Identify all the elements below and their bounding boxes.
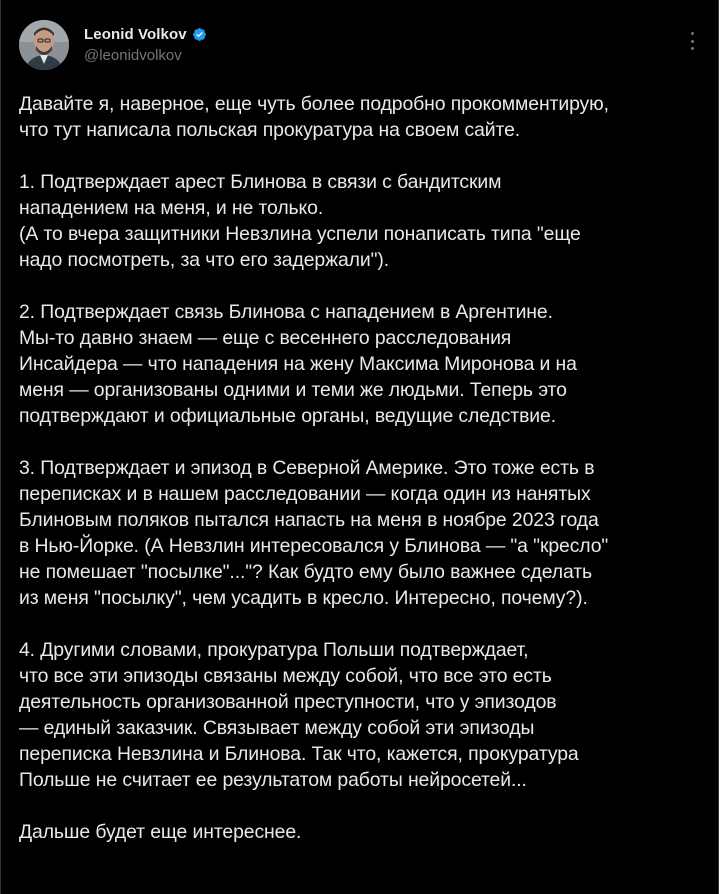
tweet-text-line: Дальше будет еще интереснее. xyxy=(19,821,302,843)
handle[interactable]: @leonidvolkov xyxy=(84,47,182,64)
tweet-text-line: меня — организованы одними и теми же людьми. Теперь это xyxy=(19,379,567,401)
tweet-text-line: что все эти эпизоды связаны между собой, что все это есть xyxy=(19,665,552,687)
tweet-text-line: деятельность организованной преступности, что у эпизодов xyxy=(19,691,557,713)
tweet-text-line: 3. Подтверждает и эпизод в Северной Америке. Это тоже есть в xyxy=(19,457,595,479)
tweet-text-line: Инсайдера — что нападения на жену Максима Миронова и на xyxy=(19,353,577,375)
paragraph-spacer xyxy=(19,273,709,299)
paragraph-spacer xyxy=(19,143,709,169)
author-names xyxy=(84,24,207,64)
tweet-text-line: Мы-то давно знаем — еще с весеннего расследования xyxy=(19,327,512,349)
profile-photo xyxy=(19,20,69,70)
tweet-text-line: в Нью-Йорке. (А Невзлин интересовался у Блинова — "а "кресло" xyxy=(19,535,609,557)
tweet-text-line: переписках и в нашем расследовании — когда один из нанятых xyxy=(19,483,591,505)
tweet-text-line: — единый заказчик. Связывает между собой эти эпизоды xyxy=(19,717,535,739)
tweet-text-line: Польше не считает ее результатом работы нейросетей... xyxy=(19,769,527,791)
tweet-paragraph xyxy=(19,169,709,273)
tweet-text-line: нападением на меня, и не только. xyxy=(19,197,324,219)
paragraph-spacer xyxy=(19,429,709,455)
tweet-paragraph xyxy=(19,819,709,845)
more-dot xyxy=(691,40,694,43)
tweet-text-line: 1. Подтверждает арест Блинова в связи с бандитским xyxy=(19,171,502,193)
tweet-text-line: надо посмотреть, за что его задержали"). xyxy=(19,249,389,271)
more-dot xyxy=(691,32,694,35)
tweet-text-line: 4. Другими словами, прокуратура Польши подтверждает, xyxy=(19,639,529,661)
tweet-text-line: 2. Подтверждает связь Блинова с нападением в Аргентине. xyxy=(19,301,553,323)
avatar[interactable] xyxy=(19,20,69,70)
tweet-text-line: (А то вчера защитники Невзлина успели понаписать типа "еще xyxy=(19,223,581,245)
tweet-text-line: Блиновым поляков пытался напасть на меня в ноябре 2023 года xyxy=(19,509,599,531)
verified-badge-icon xyxy=(192,27,207,42)
tweet-text-line: переписка Невзлина и Блинова. Так что, кажется, прокуратура xyxy=(19,743,579,765)
tweet-text-line: не помешает "посылке"..."? Как будто ему было важнее сделать xyxy=(19,561,593,583)
tweet-text-line: что тут написала польская прокуратура на своем сайте. xyxy=(19,119,521,141)
tweet-text-line: Давайте я, наверное, еще чуть более подробно прокомментирую, xyxy=(19,93,609,115)
paragraph-spacer xyxy=(19,611,709,637)
more-dot xyxy=(691,47,694,50)
display-name-row xyxy=(84,24,207,44)
display-name[interactable]: Leonid Volkov xyxy=(84,25,187,43)
tweet-text-line: из меня "посылку", чем усадить в кресло. Интересно, почему?). xyxy=(19,587,588,609)
tweet-paragraph xyxy=(19,299,709,429)
more-options-icon[interactable] xyxy=(686,30,698,52)
paragraph-spacer xyxy=(19,793,709,819)
tweet-paragraph xyxy=(19,455,709,611)
tweet-text xyxy=(19,91,709,845)
tweet-paragraph xyxy=(19,637,709,793)
tweet-paragraph xyxy=(19,91,709,143)
tweet-header xyxy=(19,20,704,76)
tweet-text-line: подтверждают и официальные органы, ведущие следствие. xyxy=(19,405,556,427)
